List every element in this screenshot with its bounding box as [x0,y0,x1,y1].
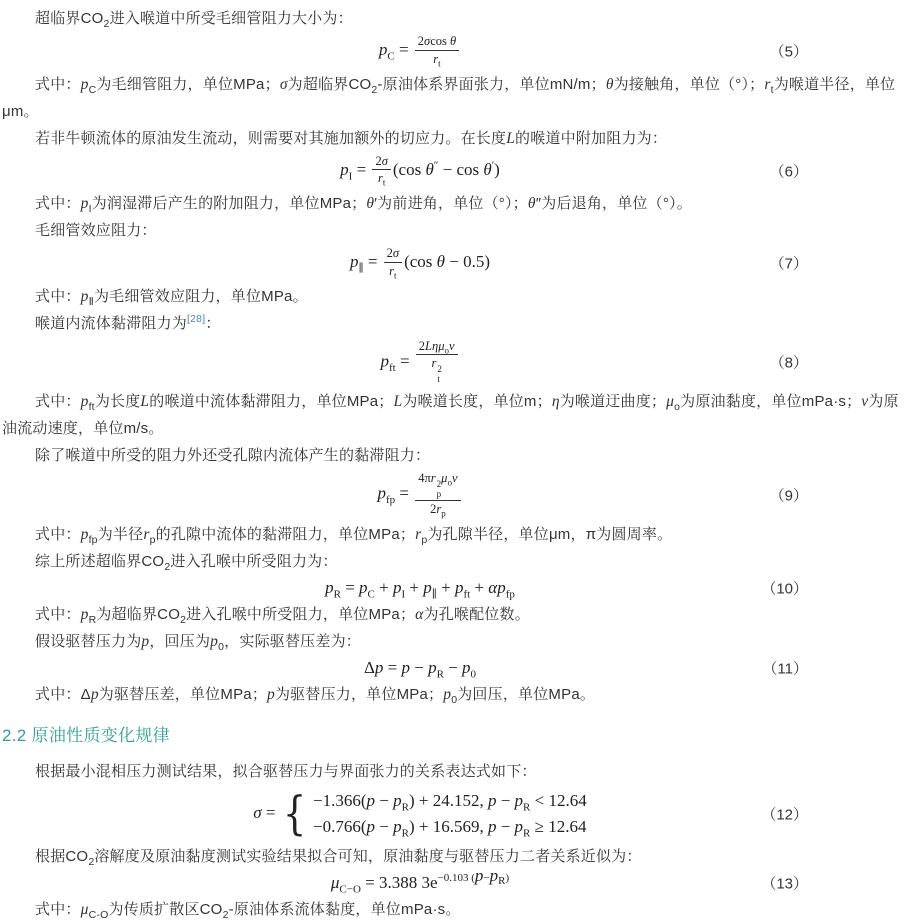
text-run: = [383,657,402,677]
paragraph [2,521,908,548]
math-variable: r [431,356,437,371]
equation [253,788,586,840]
math-variable: σ [253,802,262,822]
subscript: R [401,801,409,814]
subscript: t [382,177,386,188]
math-variable: p [80,75,89,93]
math-variable: L [425,338,432,353]
text-run: 为毛细管效应阻力，单位MPa。 [93,287,308,305]
text-run: 为孔喉配位数。 [423,605,530,623]
denominator [415,51,459,67]
subscript: p [441,508,446,519]
math-variable: p [514,816,524,836]
math-variable: L [506,129,516,147]
text-run: 综上所述超临界CO [35,552,165,570]
math-variable: θ [450,34,457,48]
paragraph [2,388,908,442]
text-run: 4π [418,471,431,486]
text-run: ≥ 12.64 [530,816,587,836]
subscript: R [333,588,341,601]
equation-row [2,785,908,843]
denominator [415,501,460,517]
paragraph [2,125,908,152]
equation-row [2,575,908,601]
text-run: − [410,657,429,677]
math-variable: r [436,502,442,516]
text-run: − [496,816,515,836]
text-run: = [340,577,360,597]
subscript: R [523,827,531,840]
equation [377,472,462,518]
math-variable: p [377,483,386,503]
text-run: ) + 24.152, [408,790,488,810]
subscript: 2 [164,560,171,573]
text-run: 为原油黏度，单位mPa·s； [680,393,862,411]
paragraph [2,71,908,125]
math-variable: σ [392,246,400,260]
math-variable: v [448,338,455,353]
text-run: 毛细管效应阻力： [35,222,157,239]
numerator [384,246,402,263]
text-run: 为润湿滞后产生的附加阻力，单位MPa； [91,195,367,212]
text-run: 的孔隙中流体的黏滞阻力，单位MPa； [155,525,416,543]
text-run: + [405,577,424,597]
math-variable: θ [483,159,492,179]
fraction [415,34,459,67]
text-run: − cos [438,159,484,179]
subscript: 2 [371,83,378,96]
equation [330,866,510,896]
text-run: 溶解度及原油黏度测试实验结果拟合可知，原油黏度与驱替压力二者关系近似为： [94,847,642,865]
text-run: 为毛细管阻力，单位MPa； [96,75,280,93]
equation-number: （13） [761,875,808,893]
subscript: p [421,533,428,546]
math-variable: p [340,159,349,179]
subscript: C [367,588,375,601]
text-run: − [483,872,490,885]
math-variable: p [90,685,99,703]
subscript: C−O [339,883,361,896]
subscript: R [88,613,97,626]
math-variable: p [487,816,497,836]
subscript: C [387,50,395,63]
text-run: 为喉道迂曲度； [559,393,667,411]
numerator [416,339,458,356]
equation [363,657,477,681]
paragraph [2,190,908,217]
subscript: 2 [180,613,187,626]
subscript: C [88,83,97,96]
cases-group [280,788,587,840]
text-run: 为接触角，单位（°）； [613,75,765,93]
subscript: t [394,270,397,281]
text-run: 为回压，单位MPa。 [457,685,596,703]
text-run: 式中：Δ [35,685,91,703]
subscript: ∥ [358,262,364,275]
text-run: ″为后退角，单位（°）。 [535,195,692,212]
numerator [415,471,460,501]
text-run: −0.103 ( [437,872,475,885]
paragraph [2,310,908,337]
text-run: cos [430,34,450,48]
text-run: + [374,577,393,597]
math-variable: r [389,263,395,278]
subscript: t [770,83,774,96]
subscript: fp [385,494,396,507]
math-variable: L [140,393,150,411]
subscript: 2 [88,855,95,868]
text-run: 2 [418,338,426,353]
subscript: Ⅱ [88,295,94,308]
math-variable: p [80,287,89,305]
math-variable: p [141,632,150,650]
math-variable: p [489,866,499,886]
equation [379,35,461,68]
equation-number: （7） [769,255,808,273]
numerator [372,154,390,171]
text-run: 喉道内流体黏滞阻力为 [35,314,188,332]
text-run: − [375,816,394,836]
text-run: 的喉道中附加阻力为： [515,129,668,147]
text-run: 式中： [35,195,81,212]
text-run: − [443,657,463,677]
superscript: 2 [437,364,442,375]
math-variable: p [497,577,506,597]
text-run: 式中： [35,525,81,543]
text-run: 为喉道半径，单位μm。 [2,75,896,120]
text-run: 为超临界CO [96,605,181,623]
fraction [372,154,390,187]
text-run: 2 [430,502,437,516]
text-run: ，回压为 [149,632,211,650]
equation-number: （9） [769,487,808,505]
text-run: 式中： [35,393,81,411]
math-variable: p [462,657,471,677]
subscript: 0 [470,668,477,681]
case-rows [313,788,587,840]
text-run: -原油体系流体黏度，单位mPa·s。 [228,900,461,918]
fraction [415,471,460,517]
text-run: 根据CO [35,847,89,865]
text-run: = [352,159,371,179]
text-run: 根据最小混相压力测试结果，拟合驱替压力与界面张力的关系表达式如下： [35,762,537,780]
math-variable: α [488,577,498,597]
math-variable: p [80,393,89,411]
text-run: + [470,577,489,597]
paragraph [2,217,908,244]
text-run: −1.366( [313,790,367,810]
math-variable: r [430,471,436,486]
math-variable: θ [366,195,375,212]
text-run: 的喉道中流体黏滞阻力，单位MPa； [149,393,394,411]
math-variable: r [377,171,383,186]
text-run: = [395,483,414,503]
math-variable: θ [527,195,536,212]
math-variable: p [393,816,402,836]
math-variable: α [415,605,424,623]
math-variable: θ [425,159,434,179]
text-run: (cos [392,159,426,179]
math-variable: p [80,195,89,212]
subscript: ft [88,401,95,414]
math-variable: p [514,790,524,810]
math-variable: θ [605,75,614,93]
text-run: − [375,790,394,810]
paragraph [2,5,908,32]
subscript: 2 [103,18,110,30]
math-variable: p [392,577,402,597]
math-variable: μ [438,338,445,353]
math-variable: θ [436,252,446,272]
subscript: p [149,533,156,546]
paragraph [2,896,908,923]
subscript: 0 [218,640,225,653]
math-variable: η [551,393,560,411]
denominator [372,170,390,186]
text-run: 2 [386,246,393,260]
text-run: = 3.388 3e [360,872,438,892]
subscript: R [498,875,506,888]
subscript: R [436,668,444,681]
subscript: fp [505,588,515,601]
math-variable: r [433,51,439,66]
case-row [313,788,587,814]
text-run: 为喉道长度，单位m； [402,393,552,411]
equation-row [2,469,908,521]
text-run: 式中： [35,900,81,918]
text-run: 式中： [35,75,81,93]
text-run: 超临界CO [35,10,104,27]
reference-link[interactable]: [28] [187,312,206,325]
text-run: Δ [363,657,375,677]
math-variable: v [861,393,869,411]
text-run: 进入孔喉中所受阻力为： [170,552,338,570]
subscript: ∥ [431,588,437,601]
math-variable: p [359,577,368,597]
text-run: ) [494,159,500,179]
math-variable: p [443,685,452,703]
equation-number: （12） [761,806,808,824]
subscript: p [436,488,442,499]
text-run: 为长度 [94,393,141,411]
equation [340,155,500,188]
fraction [384,246,402,279]
text-run: 进入喉道中所受毛细管阻力大小为： [109,10,353,27]
case-row [313,814,587,840]
math-variable: p [349,252,359,272]
equation [350,247,490,280]
equation-number: （10） [761,580,808,598]
paragraph [2,843,908,870]
math-variable: p [393,790,402,810]
math-variable: σ [381,153,388,168]
subscript: t [437,373,440,384]
equation [325,577,515,601]
superscript [437,866,510,888]
text-run: 式中： [35,605,81,623]
subscript: 0 [451,693,458,706]
subscript: I [348,170,353,183]
text-run: 式中： [35,287,81,305]
text-run: = [395,351,414,371]
text-run: 若非牛顿流体的原油发生流动，则需要对其施加额外的切应力。在长度 [35,129,507,147]
subscript: ft [388,361,396,374]
subscript: C-O [88,908,109,921]
text-run: − [496,790,515,810]
math-variable: r [764,75,771,93]
text-run: 2 [375,153,382,168]
subscript: R [401,827,409,840]
text-run: − 0.5) [445,252,491,272]
math-variable: p [366,790,376,810]
math-variable: r [415,525,422,543]
equation-number: （6） [769,163,808,181]
math-variable: p [378,40,388,60]
text-run: −0.766( [313,816,367,836]
math-variable: p [80,525,89,543]
equation-number: （11） [762,660,808,678]
text-run: 为驱替压差，单位MPa； [98,685,268,703]
text-run: = [261,802,280,822]
math-variable: η [431,338,439,353]
left-brace: { [282,786,307,841]
text-run: + [436,577,455,597]
math-variable: p [401,657,410,677]
text-run: = [363,252,382,272]
section-heading: 2.2 原油性质变化规律 [2,725,170,745]
subscript: o [447,477,452,488]
math-variable: p [474,866,484,886]
text-run: ，实际驱替压差为： [224,632,361,650]
text-run: ： [205,314,221,332]
sub-sup-stack [437,365,442,384]
text-run: 为半径 [97,525,144,543]
math-variable: p [210,632,219,650]
text-run: ′为前进角，单位（°）； [374,195,528,212]
text-run: 为原油流动速度，单位m/s。 [2,393,899,438]
denominator [384,263,402,279]
subscript: 2 [222,908,229,921]
subscript: t [438,58,441,69]
text-run: 为超临界CO [287,75,372,93]
paragraph [2,442,908,469]
paragraph [2,628,908,655]
document-content [2,5,908,923]
text-run: 为驱替压力，单位MPa； [274,685,444,703]
paragraph [2,283,908,310]
text-run: -原油体系界面张力，单位mN/m； [377,75,606,93]
subscript: ft [463,588,471,601]
subscript: R [523,801,531,814]
superscript: ′ [491,159,495,171]
text-run: 为传质扩散区CO [108,900,223,918]
math-variable: μ [80,900,89,918]
paragraph [2,548,908,575]
subscript: o [674,401,681,414]
equation-row [2,244,908,283]
numerator [415,34,459,51]
text-run: 为孔隙半径，单位μm，π为圆周率。 [427,525,673,543]
subscript: o [444,345,449,355]
equation-row [2,337,908,389]
subscript: I [401,588,406,601]
superscript: 2 [436,479,442,490]
fraction [416,339,458,385]
math-variable: p [454,577,464,597]
math-variable: p [428,657,437,677]
superscript: ″ [433,159,439,171]
text-run: (cos [404,252,437,272]
math-variable: v [451,471,458,486]
math-variable: p [374,657,384,677]
math-variable: p [267,685,275,703]
equation-number: （5） [769,43,808,61]
text-run: 除了喉道中所受的阻力外还受孔隙内流体产生的黏滞阻力： [35,447,431,465]
text-run: ) [505,872,510,885]
text-run: ) + 16.569, [408,816,488,836]
text-run: = [394,40,413,60]
math-variable: p [80,605,89,623]
math-variable: p [423,577,432,597]
paragraph [2,681,908,708]
math-variable: σ [424,34,431,48]
subscript: I [88,203,92,215]
equation-row [2,32,908,71]
math-variable: p [380,351,389,371]
equation-number: （8） [769,354,808,372]
paragraph [2,601,908,628]
equation-row [2,655,908,681]
paragraph [2,758,908,785]
subscript: fp [88,533,98,546]
equation-row [2,866,908,896]
math-variable: p [325,577,334,597]
math-variable: p [366,816,376,836]
denominator [416,355,458,384]
math-variable: r [143,525,150,543]
text-run: 2 [417,34,425,48]
text-run: < 12.64 [530,790,587,810]
math-variable: μ [441,471,448,486]
math-variable: σ [279,75,288,93]
equation [380,340,459,386]
text-run: 假设驱替压力为 [35,632,142,650]
equation-row [2,152,908,191]
math-variable: p [487,790,497,810]
math-variable: μ [330,872,340,892]
math-variable: μ [666,393,675,411]
text-run: 进入孔喉中所受阻力，单位MPa； [186,605,416,623]
math-variable: L [393,393,403,411]
